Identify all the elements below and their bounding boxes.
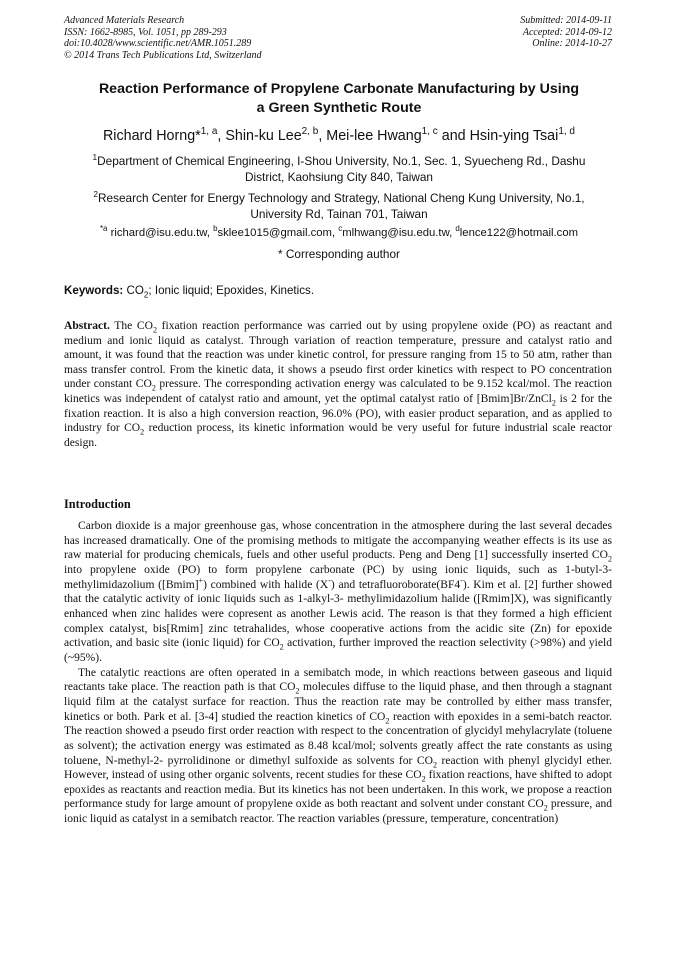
keywords-text: ; Ionic liquid; Epoxides, Kinetics. [148,284,315,297]
paragraph-text: reaction with phenyl glycidyl ether. However, instead of using other organic solvents, recent studies for these CO [64,754,612,782]
introduction-body [64,519,612,827]
author-name: , Mei-lee Hwang [318,128,422,144]
keywords-text: CO [123,284,144,297]
subscript: 2 [295,686,300,696]
subscript: 2 [152,325,157,335]
affiliation-superscript: 1 [92,153,98,163]
affiliation-2 [58,191,620,222]
paragraph [64,666,612,827]
paragraph-text: fixation reactions, have shifted to adopt epoxides as reactants and reaction media. But its kinetics has not been undertaken. In this work, we propose a reaction performance study for large amount of propylene oxide as both reactant and solvent under constant CO [64,769,612,811]
paragraph-text: reaction with epoxides in a semi-batch reactor. The reaction showed a pseudo first order reaction with respect to the concentration of glycidyl mehylacrylate (toluene as solvent); the activation energy was estimated as 8.48 kcal/mol; solvents greatly affect the rate constants as using toluene, N-methyl-2- pyrrolidinone or dimethyl sulfoxide as solvents for CO [64,710,612,767]
email-superscript: c [338,224,343,234]
author-list [50,128,628,144]
author-name: and Hsin-ying Tsai [437,128,559,144]
author-superscript: 2, b [301,126,319,138]
paragraph-text: ) combined with halide (X [203,578,329,591]
accepted-date: Accepted: 2014-09-12 [522,26,612,38]
section-heading-introduction: Introduction [64,497,131,511]
journal-issn: ISSN: 1662-8985, Vol. 1051, pp 289-293 [64,26,227,38]
paragraph-text: Carbon dioxide is a major greenhouse gas, whose concentration in the atmosphere during the last several decades has increased dramatically. One of the promising methods to mitigate the accompanying weather effects is its use as raw material for producing chemicals, fuels and other useful products. Peng and Deng [1] successfully inserted CO [64,520,612,562]
subscript: 2 [151,383,156,393]
email-link[interactable]: mlhwang@isu.edu.tw, [342,227,456,239]
superscript: - [328,575,331,585]
superscript: + [198,575,204,585]
journal-name: Advanced Materials Research [64,15,185,26]
subscript: 2 [385,715,390,725]
paragraph-text: ) and tetrafluoroborate(BF4 [330,578,461,591]
email-link[interactable]: lence122@hotmail.com [459,227,579,239]
online-date: Online: 2014-10-27 [532,38,612,50]
email-superscript: d [455,224,460,234]
keywords-label: Keywords: [64,284,124,297]
title-line-1: Reaction Performance of Propylene Carbonate Manufacturing by Using [98,81,580,97]
paragraph [64,519,612,666]
abstract-text: reduction process, its kinetic information would be very useful for future industrial scale reactor design. [64,422,612,449]
corresponding-author-note: * Corresponding author [278,247,400,261]
keywords [64,284,315,300]
paragraph-text: activation, further improved the reaction selectivity (>98%) and yield (~95%). [64,637,612,664]
abstract [64,319,612,450]
title-line-2: a Green Synthetic Route [256,100,422,116]
affiliation-text: University Rd, Tainan 701, Taiwan [250,206,428,221]
affiliation-1 [58,154,620,185]
subscript: 2 [140,427,145,437]
subscript: 2 [607,554,612,564]
abstract-text: The CO [109,320,153,332]
author-name: , Shin-ku Lee [217,128,302,144]
abstract-text: pressure. The corresponding activation energy was calculated to be 9.152 kcal/mol. The reaction kinetics was independent of catalyst ratio and amount, yet the optimal catalyst ratio of [Bmim]Br/ZnCl [64,378,612,405]
paragraph-text: into propylene oxide (PO) to form propylene carbonate (PC) by using ionic liquids, such as 1-butyl-3- methylimidazolium ([Bmim] [64,563,612,591]
submitted-date: Submitted: 2014-09-11 [520,15,612,26]
author-superscript: 1, c [421,126,438,138]
subscript: 2 [543,803,548,813]
journal-doi[interactable]: doi:10.4028/www.scientific.net/AMR.1051.289 [64,38,252,50]
paragraph-text: molecules diffuse to the liquid phase, and then through a stagnant liquid film at the catalyst surface for reaction. Thus the reaction rate may be controlled by either mass transfer, kinetics or both. Park et al. [3-4] studied the reaction kinetics of CO [64,681,612,723]
affiliation-text: District, Kaohsiung City 840, Taiwan [245,169,433,184]
subscript: 2 [421,774,426,784]
author-superscript: 1, d [558,126,575,138]
affiliation-text: Department of Chemical Engineering, I-Shou University, No.1, Sec. 1, Syuecheng Rd., Dashu [97,154,586,168]
affiliation-text: Research Center for Energy Technology and Strategy, National Cheng Kung University, No.1, [98,191,585,205]
abstract-text: fixation reaction performance was carried out by using propylene oxide (PO) as reactant and medium and ionic liquid as catalyst. Through variation of reaction temperature, pressure and catalyst ratio and amount, it was found that the reaction was under kinetic control, for pressure ranging from 15 to 50 atm, rather than mass transfer control. From the kinetic data, it shows a pseudo first order kinetics with respect to PO concentration under constant CO [64,320,612,391]
abstract-text: is 2 for the fixation reaction. It is also a high conversion reaction, 96.0% (PO), with easier product separation, and as applied to industry for CO [64,392,612,435]
superscript: - [460,575,463,585]
email-superscript: b [213,224,218,234]
abstract-label: Abstract. [64,320,110,332]
paragraph-text: ). Kim et al. [2] further showed that the catalytic activity of ionic liquids such as 1-alkyl-3- methylimidazolium halide ([Rmim]X), was significantly enhanced when zinc halides were copresent as another Lewis acid. The reason is that they formed a high efficient complex catalyst, bis[Rmim] zinc tetrahalides, whose cooperative actions from the acidic site (Zn) for epoxide activation, and basic site (ionic liquid) for CO [64,578,612,650]
author-superscript: 1, a [200,126,218,138]
author-emails [50,224,628,239]
email-superscript: *a [99,224,108,234]
journal-copyright: © 2014 Trans Tech Publications Ltd, Switzerland [64,49,262,61]
subscript: 2 [143,290,149,300]
paragraph-text: The catalytic reactions are often operated in a semibatch mode, in which reactions between gaseous and liquid reactants take place. The reaction path is that CO [64,666,612,694]
subscript: 2 [551,398,556,408]
email-link[interactable]: richard@isu.edu.tw, [107,227,214,239]
paper-title [56,80,622,118]
email-link[interactable]: sklee1015@gmail.com, [217,227,339,239]
journal-info [64,15,262,61]
author-name: Richard Horng* [102,128,201,144]
affiliation-superscript: 2 [93,190,99,200]
publication-dates [520,15,612,50]
subscript: 2 [432,759,437,769]
subscript: 2 [279,642,284,652]
paragraph-text: pressure, and ionic liquid as catalyst in a semibatch reactor. The reaction variables (pressure, temperature, concentration) [64,798,613,826]
